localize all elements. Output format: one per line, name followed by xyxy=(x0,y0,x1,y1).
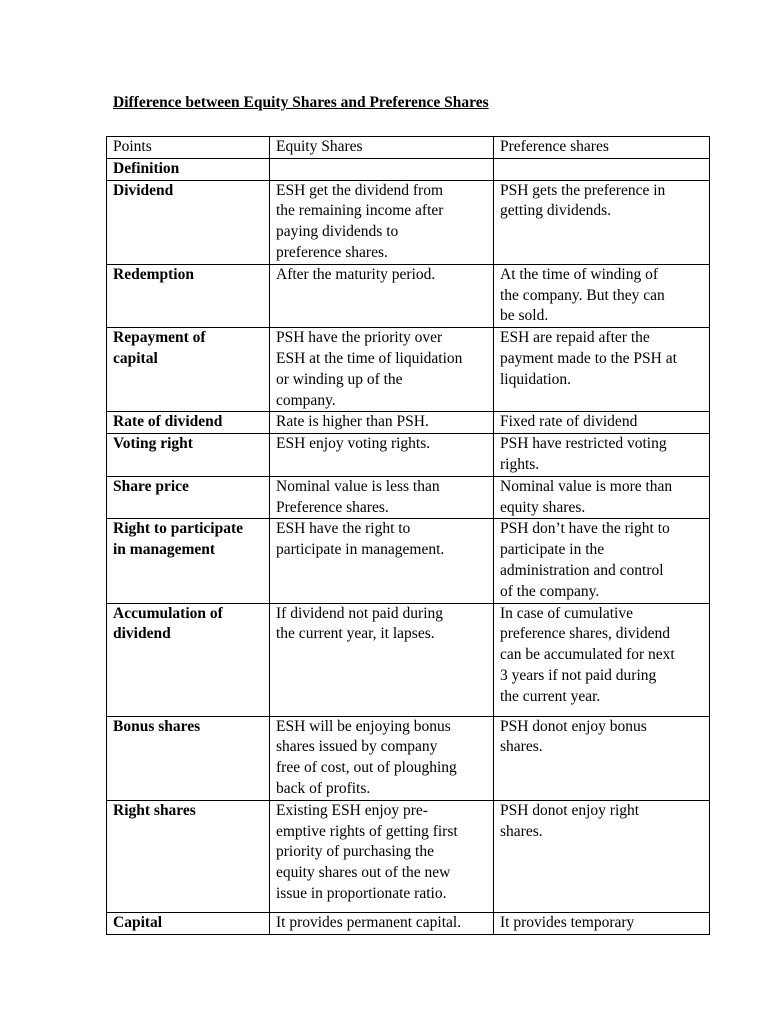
equity-cell: PSH have the priority over ESH at the time of liquidation or winding up of the company. xyxy=(270,328,494,412)
preference-cell: At the time of winding of the company. But they can be sold. xyxy=(494,264,710,327)
table-row xyxy=(107,412,710,434)
table-row xyxy=(107,264,710,327)
table-row xyxy=(107,180,710,264)
equity-cell: Existing ESH enjoy pre- emptive rights of getting first priority of purchasing the equity shares out of the new issue in proportionate ratio. xyxy=(270,800,494,912)
preference-cell: PSH have restricted voting rights. xyxy=(494,434,710,477)
table-row xyxy=(107,716,710,800)
point-cell: Voting right xyxy=(107,434,270,477)
preference-cell: PSH donot enjoy right shares. xyxy=(494,800,710,912)
column-header-preference-shares: Preference shares xyxy=(494,137,710,159)
point-cell: Definition xyxy=(107,158,270,180)
point-cell: Accumulation of dividend xyxy=(107,603,270,716)
column-header-points: Points xyxy=(107,137,270,159)
preference-cell: It provides temporary xyxy=(494,912,710,934)
page-title: Difference between Equity Shares and Preference Shares xyxy=(113,94,489,111)
preference-cell: ESH are repaid after the payment made to the PSH at liquidation. xyxy=(494,328,710,412)
table-row xyxy=(107,158,710,180)
point-cell: Right shares xyxy=(107,800,270,912)
point-cell: Right to participate in management xyxy=(107,519,270,603)
equity-cell: ESH get the dividend from the remaining income after paying dividends to preference shares. xyxy=(270,180,494,264)
equity-cell: Rate is higher than PSH. xyxy=(270,412,494,434)
table-row xyxy=(107,328,710,412)
point-cell: Redemption xyxy=(107,264,270,327)
column-header-equity-shares: Equity Shares xyxy=(270,137,494,159)
point-cell: Bonus shares xyxy=(107,716,270,800)
point-cell: Repayment of capital xyxy=(107,328,270,412)
table-row xyxy=(107,912,710,934)
comparison-table xyxy=(106,136,710,935)
table-row xyxy=(107,519,710,603)
table-row xyxy=(107,800,710,912)
point-cell: Capital xyxy=(107,912,270,934)
equity-cell: After the maturity period. xyxy=(270,264,494,327)
equity-cell: ESH will be enjoying bonus shares issued by company free of cost, out of ploughing back of profits. xyxy=(270,716,494,800)
table-row xyxy=(107,603,710,716)
point-cell: Dividend xyxy=(107,180,270,264)
equity-cell xyxy=(270,158,494,180)
preference-cell xyxy=(494,158,710,180)
table-row xyxy=(107,434,710,477)
preference-cell: Fixed rate of dividend xyxy=(494,412,710,434)
preference-cell: PSH gets the preference in getting dividends. xyxy=(494,180,710,264)
equity-cell: It provides permanent capital. xyxy=(270,912,494,934)
table-header-row xyxy=(107,137,710,159)
table-row xyxy=(107,476,710,519)
preference-cell: PSH donot enjoy bonus shares. xyxy=(494,716,710,800)
point-cell: Share price xyxy=(107,476,270,519)
equity-cell: ESH have the right to participate in management. xyxy=(270,519,494,603)
preference-cell: PSH don’t have the right to participate in the administration and control of the company. xyxy=(494,519,710,603)
equity-cell: Nominal value is less than Preference shares. xyxy=(270,476,494,519)
equity-cell: If dividend not paid during the current year, it lapses. xyxy=(270,603,494,716)
equity-cell: ESH enjoy voting rights. xyxy=(270,434,494,477)
preference-cell: Nominal value is more than equity shares. xyxy=(494,476,710,519)
point-cell: Rate of dividend xyxy=(107,412,270,434)
preference-cell: In case of cumulative preference shares, dividend can be accumulated for next 3 years if not paid during the current year. xyxy=(494,603,710,716)
